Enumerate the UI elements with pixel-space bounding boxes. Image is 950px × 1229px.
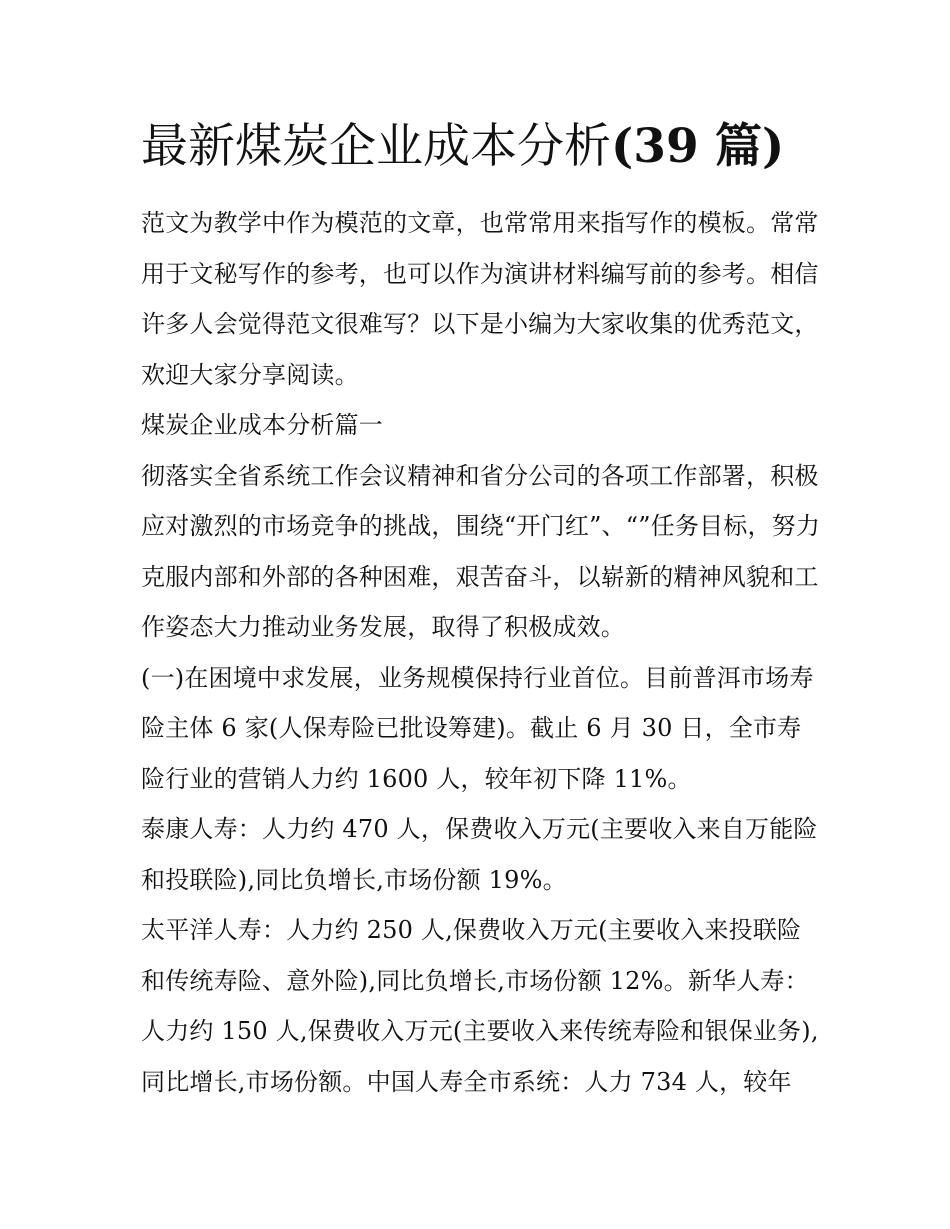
intro-paragraph: 范文为教学中作为模范的文章，也常常用来指写作的模板。常常用于文秘写作的参考，也可以作为演讲材料编写前的参考。相信许多人会觉得范文很难写？以下是小编为大家收集的优秀范文，欢迎大家分享阅读。 — [141, 209, 819, 389]
title-count-text: (39 篇) — [611, 119, 785, 174]
body-paragraph: (一)在困境中求发展，业务规模保持行业首位。目前普洱市场寿险主体 6 家(人保寿险已批设筹建)。截止 6 月 30 日，全市寿险行业的营销人力约 1600 人，较年初下降 11%。 — [141, 663, 814, 793]
body-paragraph: 彻落实全省系统工作会议精神和省分公司的各项工作部署，积极应对激烈的市场竞争的挑战，围绕“开门红”、“”任务目标，努力克服内部和外部的各种困难，艰苦奋斗，以崭新的精神风貌和工作姿态大力推动业务发展，取得了积极成效。 — [141, 461, 821, 641]
body-paragraph: 太平洋人寿：人力约 250 人,保费收入万元(主要收入来投联险和传统寿险、意外险),同比负增长,市场份额 12%。新华人寿：人力约 150 人,保费收入万元(主要收入来传统寿险和银保业务),同比增长,市场份额。中国人寿全市系统：人力 734 人，较年 — [141, 916, 819, 1096]
body-paragraph: 泰康人寿：人力约 470 人，保费收入万元(主要收入来自万能险和投联险),同比负增长,市场份额 19%。 — [141, 815, 818, 894]
title-main-text: 最新煤炭企业成本分析 — [141, 119, 611, 174]
document-page — [141, 112, 821, 1107]
document-title — [141, 112, 821, 182]
section-heading: 煤炭企业成本分析篇一 — [141, 411, 383, 439]
